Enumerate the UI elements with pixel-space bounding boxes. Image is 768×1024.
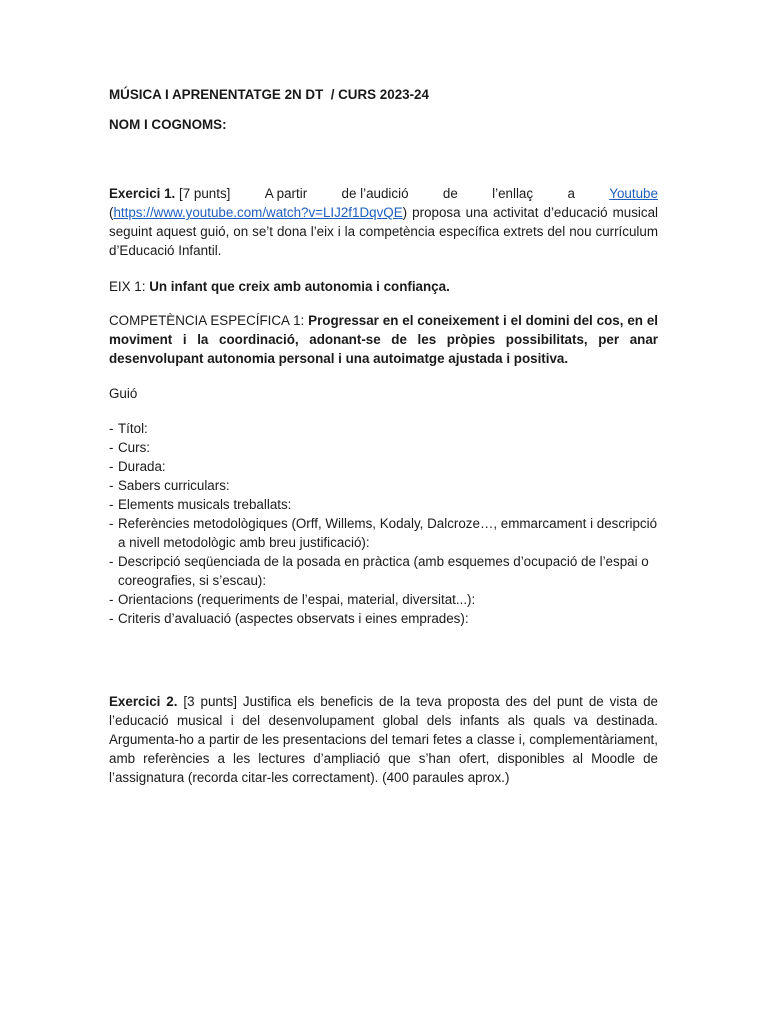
list-dash: -	[109, 478, 114, 493]
list-item	[109, 457, 658, 476]
list-item	[109, 609, 658, 628]
list-item	[109, 476, 658, 495]
eix-line	[109, 277, 658, 296]
exercise-1-body	[109, 203, 658, 260]
list-item	[109, 419, 658, 438]
document-page	[109, 85, 658, 787]
list-item-text: Referències metodològiques (Orff, Willems, Kodaly, Dalcroze…, emmarcament i descripció a nivell metodològic amb breu justificació):	[118, 516, 658, 550]
list-dash: -	[109, 516, 114, 531]
guio-label: Guió	[109, 386, 138, 401]
list-dash: -	[109, 421, 114, 436]
list-item	[109, 590, 658, 609]
competencia-label: COMPETÈNCIA ESPECÍFICA 1:	[109, 313, 309, 328]
list-dash: -	[109, 592, 114, 607]
exercise-1-label: Exercici 1.	[109, 186, 176, 201]
exercise-1-word: a	[567, 186, 575, 201]
eix-text: Un infant que creix amb autonomia i confiança.	[149, 279, 450, 294]
list-item-text: Títol:	[118, 421, 148, 436]
document-title: MÚSICA I APRENENTATGE 2N DT / CURS 2023-24	[109, 87, 429, 102]
list-item-text: Elements musicals treballats:	[118, 497, 292, 512]
guio-list	[109, 419, 658, 628]
exercise-2-label: Exercici 2.	[109, 694, 178, 709]
list-dash: -	[109, 497, 114, 512]
list-item-text: Criteris d’avaluació (aspectes observats i eines emprades):	[118, 611, 469, 626]
youtube-link[interactable]: Youtube	[609, 186, 658, 201]
eix-label: EIX 1:	[109, 279, 150, 294]
list-item	[109, 514, 658, 552]
exercise-1-first-line	[109, 184, 658, 203]
exercise-1	[109, 184, 658, 260]
list-dash: -	[109, 554, 114, 569]
exercise-2	[109, 692, 658, 787]
exercise-1-word: A partir	[264, 186, 308, 201]
list-item	[109, 438, 658, 457]
competencia-block	[109, 311, 658, 368]
competencia-text: Progressar en el coneixement i el domini del cos, en el moviment i la coordinació, adonant-se de les pròpies possibilitats, per anar desenvolupant autonomia personal i una autoimatge ajustada i positiva.	[109, 313, 658, 366]
open-paren: (	[109, 205, 114, 220]
exercise-1-word: de	[442, 186, 458, 201]
exercise-1-word: l’enllaç	[492, 186, 534, 201]
list-item-text: Sabers curriculars:	[118, 478, 230, 493]
exercise-2-text: [3 punts] Justifica els beneficis de la teva proposta des del punt de vista de l’educació musical i del desenvolupament global dels infants als quals va destinada. Argumenta-ho a partir de les presentacions del temari fetes a classe i, complementàriament, amb referències a les lectures d’ampliació que s’han ofert, disponibles al Moodle de l’assignatura (recorda citar-les correctament). (400 paraules aprox.)	[109, 694, 659, 785]
list-item-text: Curs:	[118, 440, 150, 455]
exercise-1-points: [7 punts]	[179, 186, 231, 201]
list-item-text: Descripció seqüenciada de la posada en pràctica (amb esquemes d’ocupació de l’espai o coreografies, si s’escau):	[118, 554, 649, 588]
list-dash: -	[109, 611, 114, 626]
exercise-1-text: ) proposa una activitat d’educació musical seguint aquest guió, on se’t dona l’eix i la competència específica extrets del nou currículum d’Educació Infantil.	[109, 205, 658, 258]
list-item-text: Orientacions (requeriments de l’espai, material, diversitat...):	[118, 592, 476, 607]
list-item	[109, 552, 658, 590]
youtube-url-link[interactable]: https://www.youtube.com/watch?v=LIJ2f1DqvQE	[113, 205, 403, 220]
list-dash: -	[109, 440, 114, 455]
list-dash: -	[109, 459, 114, 474]
list-item	[109, 495, 658, 514]
exercise-1-word: de l’audició	[341, 186, 409, 201]
list-item-text: Durada:	[118, 459, 166, 474]
name-field-label: NOM I COGNOMS:	[109, 117, 227, 132]
